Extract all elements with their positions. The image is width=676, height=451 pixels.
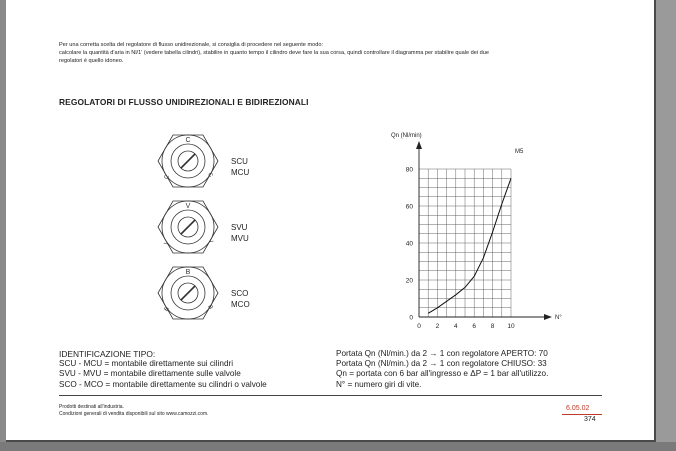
valve-label-sco <box>231 288 250 310</box>
note-line-2: Portata Qn (Nl/min.) da 2 → 1 con regolatore CHIUSO: 33 <box>336 359 547 369</box>
identification-line-1: SCU - MCU = montabile direttamente sui cilindri <box>59 359 234 369</box>
y-axis-label: Qn (Nl/min) <box>391 133 422 139</box>
valve-letter-right: V <box>206 238 214 245</box>
x-tick-label: 10 <box>507 323 515 330</box>
valve-letter-right: C <box>206 171 214 179</box>
x-tick-label: 4 <box>453 323 458 330</box>
page-code: 6.05.02 <box>566 405 590 412</box>
valve-label-top: SVU <box>231 223 248 232</box>
viewer-background-right <box>656 0 676 451</box>
y-tick-label: 40 <box>405 240 413 248</box>
valve-letter-top: V <box>185 203 191 210</box>
footer-line-2: Condizioni generali di vendita disponibili sul sito www.camozzi.com. <box>59 411 209 417</box>
flow-chart-svg <box>382 126 572 336</box>
identification-line-2: SVU - MVU = montabile direttamente sulle valvole <box>59 369 241 379</box>
y-tick-label: 80 <box>405 166 413 174</box>
flow-notes <box>336 349 548 390</box>
valve-letter-left: C <box>163 173 171 181</box>
x-axis-arrow-icon <box>544 314 552 320</box>
document-page <box>6 0 656 442</box>
valve-svg <box>146 128 276 328</box>
intro-line-3: regolatori è quello idoneo. <box>59 58 124 65</box>
x-tick-label: 6 <box>472 323 477 330</box>
valve-label-top: SCU <box>231 157 248 166</box>
valve-letter-top: B <box>185 269 191 276</box>
valve-letter-right: B <box>206 304 214 311</box>
valve-label-bottom: MCU <box>231 168 250 177</box>
flow-chart <box>382 126 572 336</box>
page-code-divider <box>562 414 602 415</box>
page-number: 374 <box>584 416 596 423</box>
viewer-background-bottom <box>0 442 676 451</box>
valve-screw-slot <box>181 286 195 300</box>
x-tick-label: 0 <box>417 323 421 330</box>
y-tick-label: 20 <box>405 277 413 285</box>
footer-line-1: Prodotti destinati all'industria. <box>59 404 124 410</box>
footer-divider <box>59 395 602 396</box>
valve-drawing-scu <box>158 135 218 187</box>
intro-paragraph <box>59 41 619 66</box>
note-line-3: Qn = portata con 6 bar all'ingresso e ΔP = 1 bar all'utilizzo. <box>336 369 549 379</box>
footer-text <box>59 404 209 418</box>
series-label: M5 <box>515 149 524 155</box>
valve-label-svu <box>231 222 249 244</box>
valve-screw-slot <box>181 154 195 168</box>
valve-label-top: SCO <box>231 289 249 298</box>
identification-title: IDENTIFICAZIONE TIPO: <box>59 349 156 359</box>
identification-block <box>59 349 267 390</box>
series-line-m5 <box>428 178 511 313</box>
y-tick-label: 0 <box>409 314 413 322</box>
x-tick-label: 8 <box>490 323 495 330</box>
identification-line-3: SCO - MCO = montabile direttamente su cilindri o valvole <box>59 379 267 389</box>
y-axis-arrow-icon <box>416 141 422 149</box>
note-line-4: N° = numero giri di vite. <box>336 379 422 389</box>
intro-line-1: Per una corretta scelta del regolatore di flusso unidirezionale, si consiglia di procedere nel seguente modo: <box>59 42 323 48</box>
valve-label-bottom: MCO <box>231 300 250 309</box>
valve-letter-left: B <box>163 306 171 313</box>
intro-line-2: calcolare la quantità d'aria in Nl/1' (vedere tabella cilindri), stabilire in quanto tempo il cilindro deve fare la sua corsa, quindi controllare il diagramma per stabilire quale dei due <box>59 50 489 57</box>
note-line-1: Portata Qn (Nl/min.) da 2 → 1 con regolatore APERTO: 70 <box>336 349 548 358</box>
valve-letter-left: V <box>163 240 171 247</box>
valve-letter-top: C <box>185 137 191 144</box>
valve-label-scu <box>231 156 249 178</box>
valve-drawings <box>146 128 276 328</box>
section-title: REGOLATORI DI FLUSSO UNIDIREZIONALI E BIDIREZIONALI <box>59 97 309 107</box>
valve-label-bottom: MVU <box>231 234 249 243</box>
valve-drawing-sco <box>158 267 218 319</box>
x-tick-label: 2 <box>435 323 440 330</box>
valve-drawing-svu <box>158 201 218 253</box>
x-axis-label: N° <box>555 315 562 321</box>
y-tick-label: 60 <box>405 203 413 211</box>
valve-screw-slot <box>181 220 195 234</box>
